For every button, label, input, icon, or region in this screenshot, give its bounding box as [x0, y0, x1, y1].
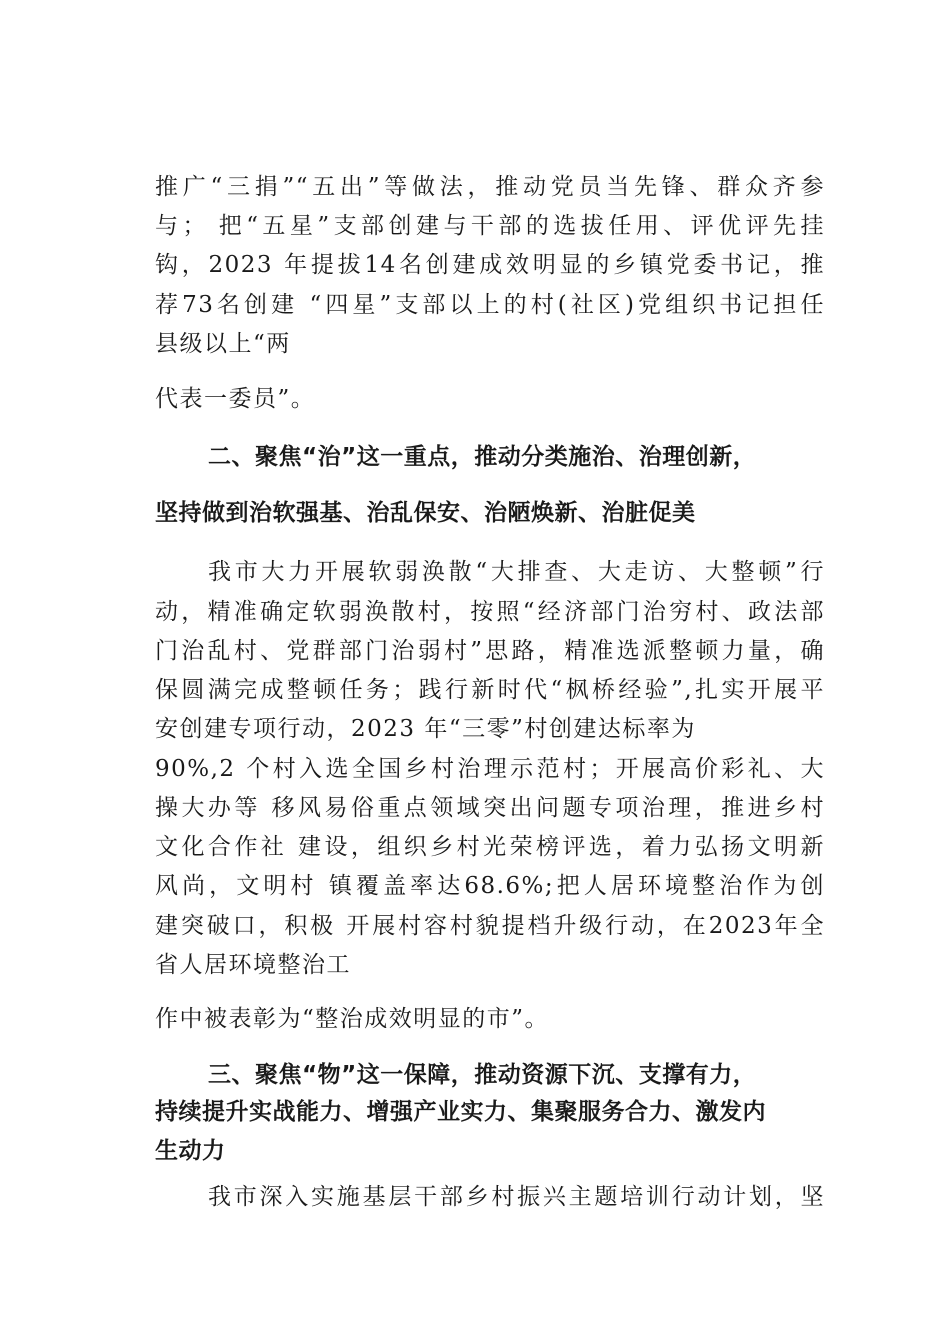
paragraph-1-line-4: 荐73名创建 “四星”支部以上的村(社区)党组织书记担任: [155, 292, 825, 318]
paragraph-3-line-1: 我市深入实施基层干部乡村振兴主题培训行动计划，坚: [208, 1184, 825, 1210]
paragraph-1-line-1: 推广“三捐”“五出”等做法，推动党员当先锋、群众齐参: [155, 174, 825, 200]
paragraph-2-line-7: 操大办等 移风易俗重点领域突出问题专项治理，推进乡村: [155, 795, 825, 821]
paragraph-2-line-11: 省人居环境整治工: [155, 952, 351, 978]
paragraph-2-line-10: 建突破口，积极 开展村容村貌提档升级行动，在2023年全: [155, 913, 825, 939]
paragraph-1-line-2: 与； 把“五星”支部创建与干部的选拔任用、评优评先挂: [155, 213, 825, 239]
paragraph-2-line-9: 风尚，文明村 镇覆盖率达68.6%;把人居环境整治作为创: [155, 873, 825, 899]
section-heading-2-line-1: 二、聚焦“治”这一重点，推动分类施治、治理创新，: [208, 444, 757, 470]
section-heading-3-line-2: 持续提升实战能力、增强产业实力、集聚服务合力、激发内: [155, 1099, 766, 1125]
paragraph-1-line-5: 县级以上“两: [155, 331, 291, 357]
paragraph-2-line-1: 我市大力开展软弱涣散“大排查、大走访、大整顿”行: [208, 559, 825, 585]
paragraph-1-line-6: 代表一委员”。: [155, 386, 316, 412]
paragraph-2-line-5: 安创建专项行动，2023 年“三零”村创建达标率为: [155, 716, 696, 742]
paragraph-1-line-3: 钩，2023 年提拔14名创建成效明显的乡镇党委书记，推: [155, 252, 825, 278]
paragraph-2-line-6: 90%,2 个村入选全国乡村治理示范村；开展高价彩礼、大: [155, 756, 825, 782]
section-heading-3-line-3: 生动力: [155, 1138, 226, 1164]
paragraph-2-line-12: 作中被表彰为“整治成效明显的市”。: [155, 1006, 550, 1032]
paragraph-2-line-4: 保圆满完成整顿任务；践行新时代“枫桥经验”,扎实开展平: [155, 677, 825, 703]
section-heading-2-line-2: 坚持做到治软强基、治乱保安、治陋焕新、治脏促美: [155, 500, 696, 526]
section-heading-3-line-1: 三、聚焦“物”这一保障，推动资源下沉、支撑有力，: [208, 1062, 757, 1088]
paragraph-2-line-3: 门治乱村、党群部门治弱村”思路，精准选派整顿力量，确: [155, 638, 825, 664]
paragraph-2-line-8: 文化合作社 建设，组织乡村光荣榜评选，着力弘扬文明新: [155, 834, 825, 860]
paragraph-2-line-2: 动，精准确定软弱涣散村，按照“经济部门治穷村、政法部: [155, 599, 825, 625]
